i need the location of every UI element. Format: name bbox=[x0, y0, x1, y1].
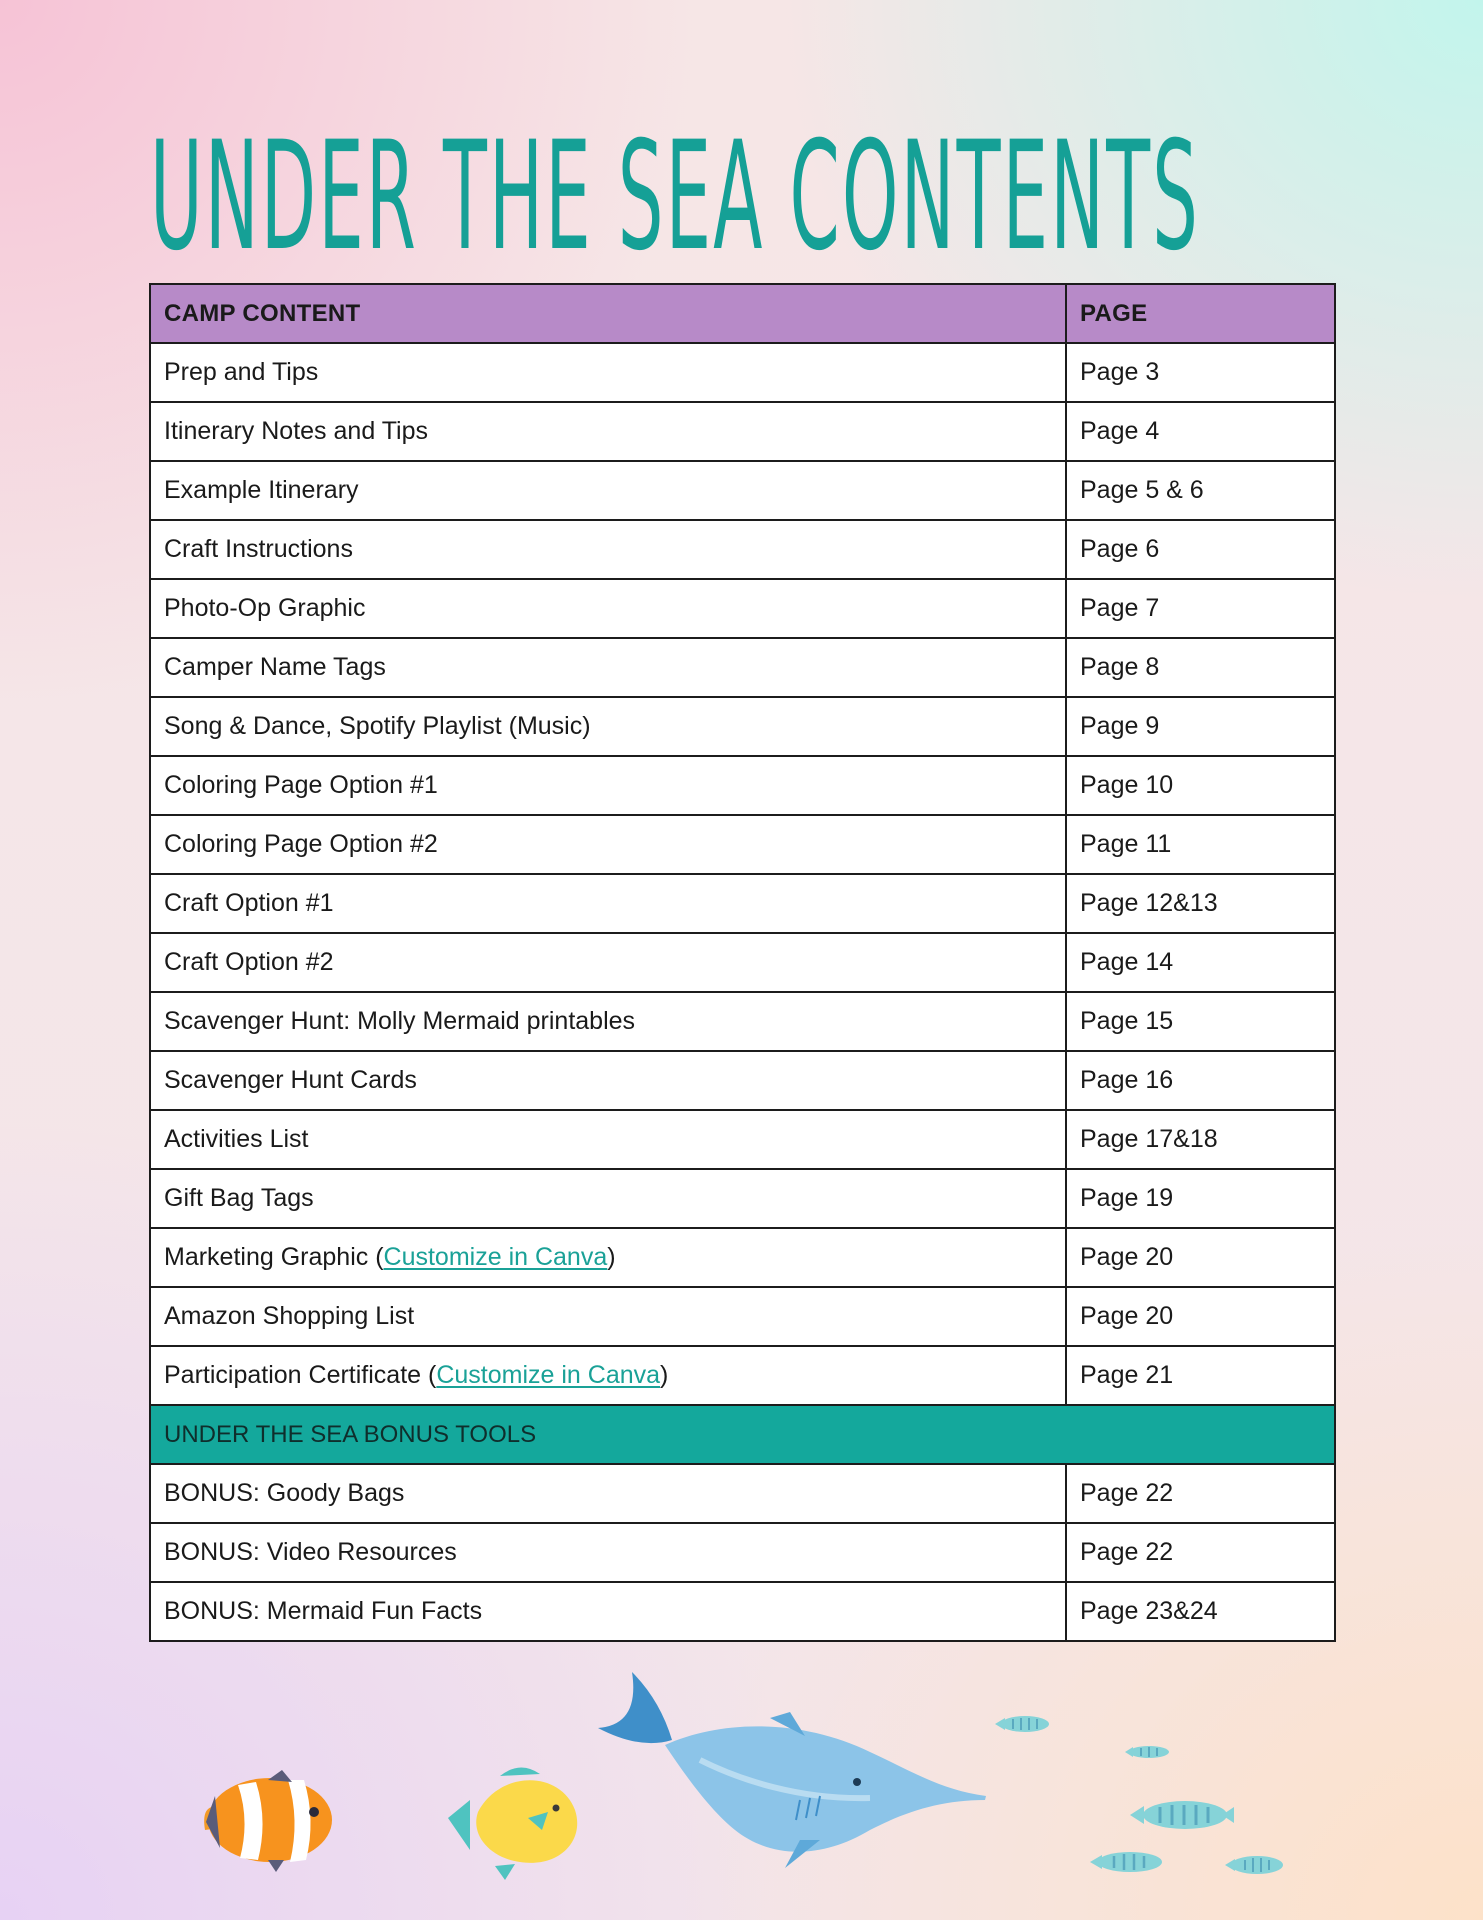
row-page: Page 15 bbox=[1066, 992, 1335, 1051]
customize-in-canva-link[interactable]: Customize in Canva bbox=[436, 1361, 661, 1389]
row-page: Page 9 bbox=[1066, 697, 1335, 756]
table-row bbox=[150, 992, 1335, 1051]
bonus-section-title: UNDER THE SEA BONUS TOOLS bbox=[150, 1405, 1335, 1464]
contents-table bbox=[149, 283, 1336, 1642]
row-page: Page 21 bbox=[1066, 1346, 1335, 1405]
row-content: Itinerary Notes and Tips bbox=[150, 402, 1066, 461]
row-content: Scavenger Hunt Cards bbox=[150, 1051, 1066, 1110]
row-page: Page 20 bbox=[1066, 1228, 1335, 1287]
table-row bbox=[150, 1346, 1335, 1405]
table-row bbox=[150, 1464, 1335, 1523]
row-page: Page 20 bbox=[1066, 1287, 1335, 1346]
row-content: BONUS: Video Resources bbox=[150, 1523, 1066, 1582]
row-content-with-link bbox=[150, 1228, 1066, 1287]
page-title bbox=[150, 100, 1300, 280]
table-row bbox=[150, 638, 1335, 697]
row-page: Page 19 bbox=[1066, 1169, 1335, 1228]
row-page: Page 11 bbox=[1066, 815, 1335, 874]
row-content: Camper Name Tags bbox=[150, 638, 1066, 697]
table-row bbox=[150, 874, 1335, 933]
table-row bbox=[150, 933, 1335, 992]
yellow-tang-fish-icon bbox=[448, 1767, 577, 1880]
table-row bbox=[150, 461, 1335, 520]
row-content: Example Itinerary bbox=[150, 461, 1066, 520]
table-row bbox=[150, 402, 1335, 461]
row-content: Coloring Page Option #1 bbox=[150, 756, 1066, 815]
table-row bbox=[150, 1110, 1335, 1169]
row-content-with-link bbox=[150, 1346, 1066, 1405]
table-row bbox=[150, 1169, 1335, 1228]
row-page: Page 14 bbox=[1066, 933, 1335, 992]
row-content: Craft Instructions bbox=[150, 520, 1066, 579]
row-page: Page 17&18 bbox=[1066, 1110, 1335, 1169]
header-page: PAGE bbox=[1066, 284, 1335, 343]
row-page: Page 16 bbox=[1066, 1051, 1335, 1110]
table-header-row bbox=[150, 284, 1335, 343]
row-page: Page 7 bbox=[1066, 579, 1335, 638]
table-row bbox=[150, 579, 1335, 638]
row-page: Page 5 & 6 bbox=[1066, 461, 1335, 520]
table-row bbox=[150, 1051, 1335, 1110]
row-content: Photo-Op Graphic bbox=[150, 579, 1066, 638]
row-content: Scavenger Hunt: Molly Mermaid printables bbox=[150, 992, 1066, 1051]
row-content: Craft Option #2 bbox=[150, 933, 1066, 992]
row-page: Page 3 bbox=[1066, 343, 1335, 402]
table-row bbox=[150, 756, 1335, 815]
table-row bbox=[150, 343, 1335, 402]
row-content-closing: ) bbox=[607, 1243, 616, 1271]
row-page: Page 22 bbox=[1066, 1464, 1335, 1523]
row-content: BONUS: Goody Bags bbox=[150, 1464, 1066, 1523]
header-camp-content: CAMP CONTENT bbox=[150, 284, 1066, 343]
row-content-closing: ) bbox=[660, 1361, 669, 1389]
row-content: Gift Bag Tags bbox=[150, 1169, 1066, 1228]
table-row bbox=[150, 1523, 1335, 1582]
table-row bbox=[150, 1582, 1335, 1641]
row-page: Page 10 bbox=[1066, 756, 1335, 815]
row-page: Page 23&24 bbox=[1066, 1582, 1335, 1641]
row-page: Page 12&13 bbox=[1066, 874, 1335, 933]
bonus-section-header bbox=[150, 1405, 1335, 1464]
row-content: Amazon Shopping List bbox=[150, 1287, 1066, 1346]
row-content: Prep and Tips bbox=[150, 343, 1066, 402]
row-content-text: Participation Certificate ( bbox=[164, 1361, 437, 1389]
small-fish-school-icon bbox=[995, 1716, 1283, 1874]
row-content: Song & Dance, Spotify Playlist (Music) bbox=[150, 697, 1066, 756]
row-content: BONUS: Mermaid Fun Facts bbox=[150, 1582, 1066, 1641]
page-title-text: UNDER THE SEA CONTENTS bbox=[150, 110, 1200, 280]
row-content-text: Marketing Graphic ( bbox=[164, 1243, 384, 1271]
swordfish-icon bbox=[598, 1672, 986, 1868]
row-page: Page 8 bbox=[1066, 638, 1335, 697]
customize-in-canva-link[interactable]: Customize in Canva bbox=[383, 1243, 608, 1271]
row-page: Page 22 bbox=[1066, 1523, 1335, 1582]
row-content: Craft Option #1 bbox=[150, 874, 1066, 933]
table-row bbox=[150, 1228, 1335, 1287]
row-page: Page 6 bbox=[1066, 520, 1335, 579]
table-row bbox=[150, 697, 1335, 756]
clownfish-icon bbox=[204, 1770, 332, 1872]
table-row bbox=[150, 1287, 1335, 1346]
table-row bbox=[150, 520, 1335, 579]
row-content: Activities List bbox=[150, 1110, 1066, 1169]
row-page: Page 4 bbox=[1066, 402, 1335, 461]
row-content: Coloring Page Option #2 bbox=[150, 815, 1066, 874]
table-row bbox=[150, 815, 1335, 874]
